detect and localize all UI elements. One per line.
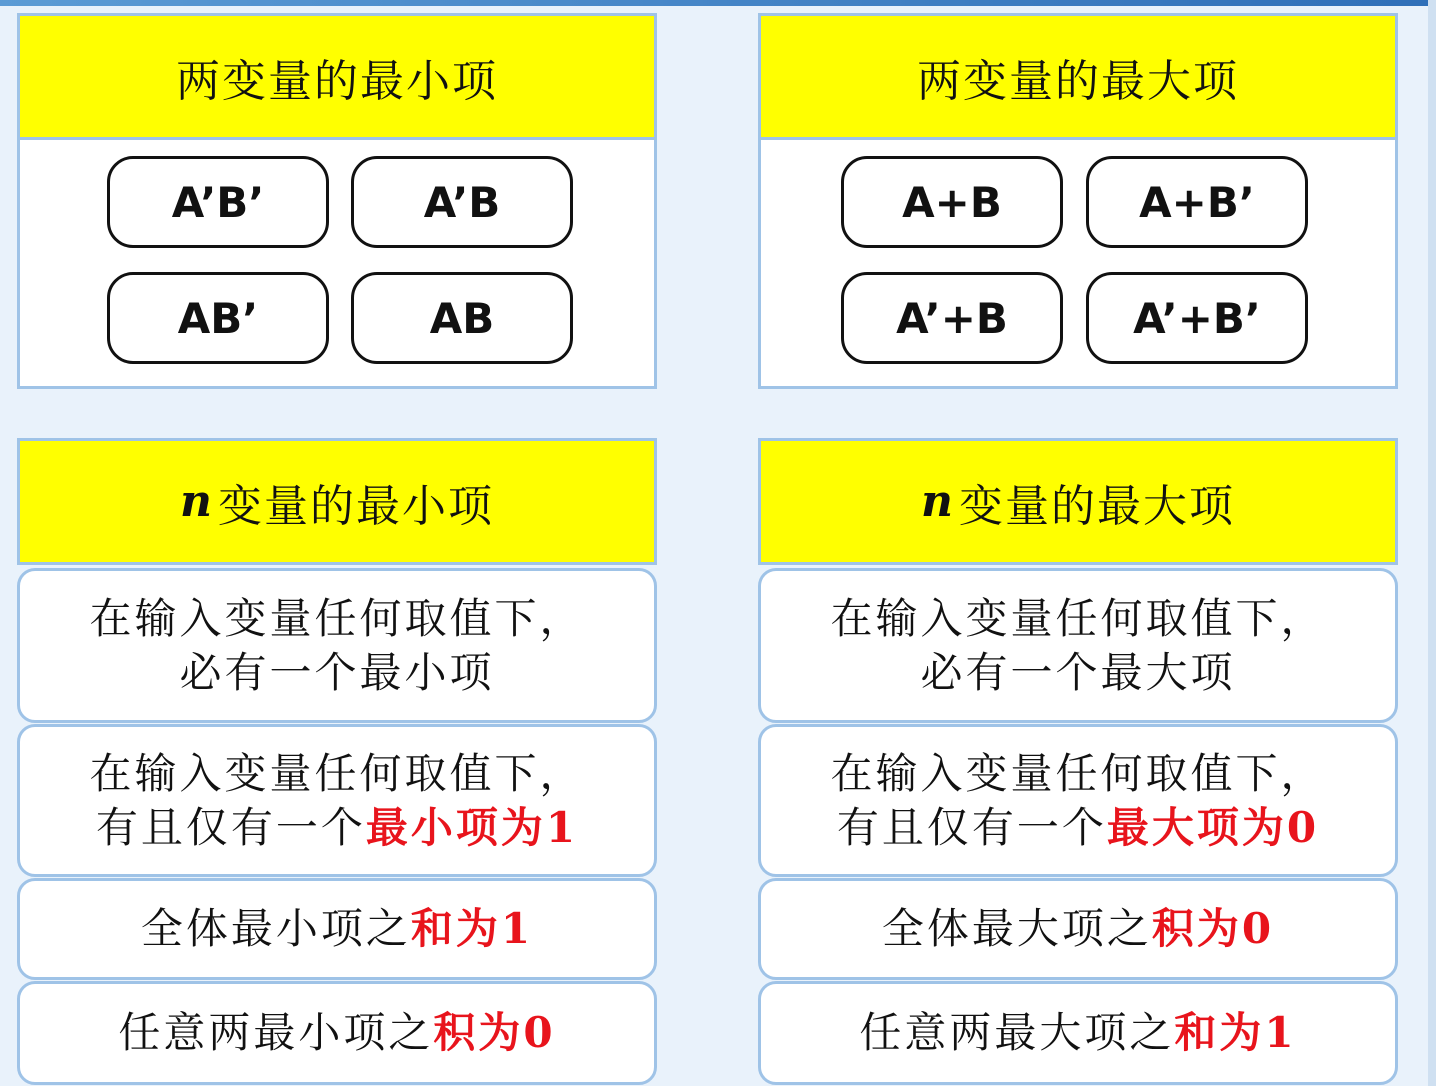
n-var-maxterms-p4-line — [859, 1006, 1296, 1060]
n-var-minterms-p3-line — [141, 902, 533, 956]
n-var-minterms-p2-line1: 在输入变量任何取值下， — [89, 748, 585, 798]
minterm-a-b-not: AB’ — [107, 272, 329, 364]
n-var-maxterms-header — [758, 438, 1398, 565]
n-var-minterms-p2-line2 — [96, 801, 578, 855]
n-var-maxterms-p1-line2: 必有一个最大项 — [920, 647, 1236, 697]
n-var-minterms-property-3 — [17, 878, 657, 980]
n-var-minterms-p4-plain: 任意两最小项之 — [118, 1008, 434, 1057]
n-var-maxterms-property-4 — [758, 981, 1398, 1085]
n-var-maxterms-p2-line2 — [837, 801, 1319, 855]
maxterm-a-not-plus-b-not: A’+B’ — [1086, 272, 1308, 364]
minterm-a-not-b-not: A’B’ — [107, 156, 329, 248]
n-var-maxterms-p2-line2-plain: 有且仅有一个 — [836, 802, 1107, 852]
n-var-maxterms-p2-line1: 在输入变量任何取值下， — [830, 748, 1326, 798]
n-var-minterms-title-var: n — [180, 476, 214, 527]
minterm-a-not-b: A’B — [351, 156, 573, 248]
n-var-maxterms-property-3 — [758, 878, 1398, 980]
n-var-maxterms-p3-highlight: 积为0 — [1151, 904, 1275, 953]
n-var-minterms-p4-line — [118, 1006, 555, 1060]
two-var-minterms-title: 两变量的最小项 — [176, 55, 498, 107]
n-var-maxterms-p3-line — [882, 902, 1274, 956]
n-var-maxterms-p3-plain: 全体最大项之 — [881, 904, 1152, 953]
n-var-minterms-p3-highlight: 和为1 — [410, 904, 534, 953]
slide-right-strip — [1428, 0, 1436, 1086]
n-var-minterms-header — [17, 438, 657, 565]
n-var-minterms-property-1 — [17, 568, 657, 723]
n-var-maxterms-p2-line2-highlight: 最大项为0 — [1106, 802, 1320, 852]
n-var-minterms-p2-line2-plain: 有且仅有一个 — [95, 802, 366, 852]
n-var-minterms-p3-plain: 全体最小项之 — [140, 904, 411, 953]
n-var-minterms-p4-highlight: 积为0 — [433, 1008, 556, 1057]
minterm-a-b: AB — [351, 272, 573, 364]
n-var-maxterms-property-1 — [758, 568, 1398, 723]
slide-top-strip — [0, 0, 1436, 6]
two-var-maxterms-header — [758, 13, 1398, 140]
n-var-maxterms-title-var: n — [921, 476, 955, 527]
n-var-minterms-property-2 — [17, 724, 657, 877]
two-var-minterms-header — [17, 13, 657, 140]
maxterm-a-plus-b-not: A+B’ — [1086, 156, 1308, 248]
maxterm-a-not-plus-b: A’+B — [841, 272, 1063, 364]
n-var-minterms-property-4 — [17, 981, 657, 1085]
n-var-maxterms-p4-highlight: 和为1 — [1174, 1008, 1297, 1057]
n-var-minterms-p2-line2-highlight: 最小项为1 — [365, 802, 579, 852]
n-var-maxterms-title: 变量的最大项 — [959, 480, 1235, 532]
n-var-minterms-p1-line2: 必有一个最小项 — [179, 647, 495, 697]
maxterm-a-plus-b: A+B — [841, 156, 1063, 248]
n-var-maxterms-p4-plain: 任意两最大项之 — [859, 1008, 1175, 1057]
n-var-minterms-title: 变量的最小项 — [218, 480, 494, 532]
n-var-maxterms-p1-line1: 在输入变量任何取值下， — [830, 593, 1326, 643]
n-var-maxterms-property-2 — [758, 724, 1398, 877]
two-var-maxterms-title: 两变量的最大项 — [917, 55, 1239, 107]
n-var-minterms-p1-line1: 在输入变量任何取值下， — [89, 593, 585, 643]
